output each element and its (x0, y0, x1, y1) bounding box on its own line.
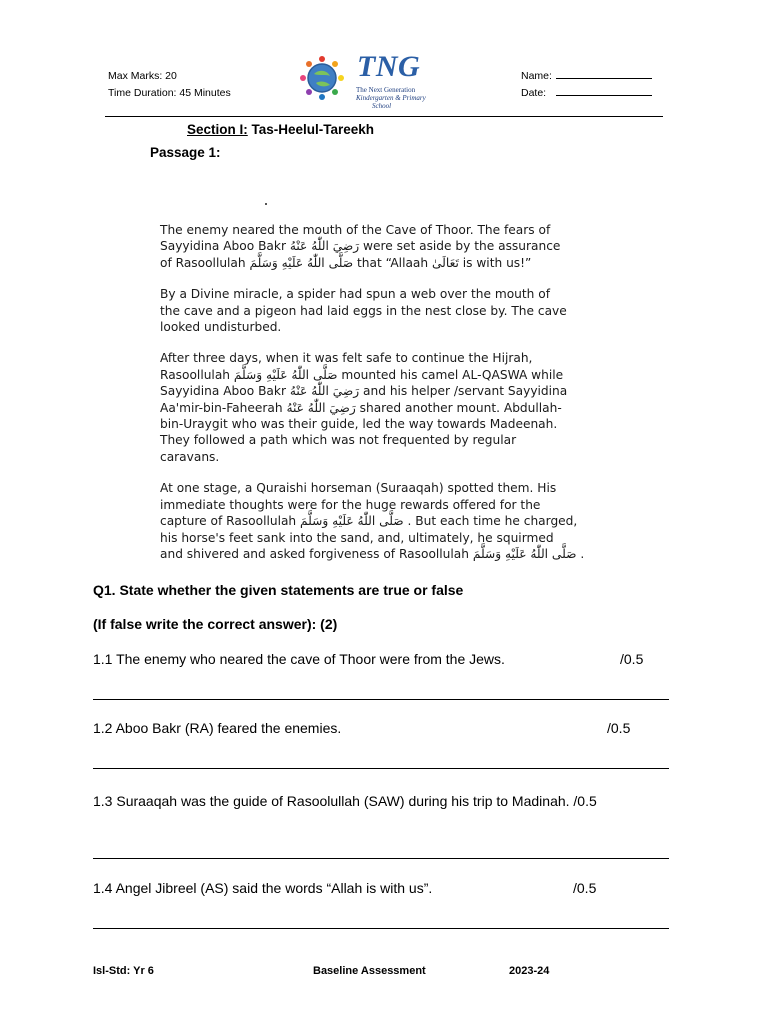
statement-1-3-marks: /0.5 (573, 793, 597, 809)
statement-1-1: 1.1 The enemy who neared the cave of Thoor were from the Jews. (93, 651, 505, 667)
max-marks: Max Marks: 20 (108, 70, 177, 82)
statement-1-4: 1.4 Angel Jibreel (AS) said the words “Allah is with us”. (93, 880, 433, 896)
question-1-title: Q1. State whether the given statements are true or false (93, 582, 464, 598)
statement-1-4-marks: /0.5 (573, 880, 597, 896)
passage-paragraph: By a Divine miracle, a spider had spun a web over the mouth of the cave and a pigeon had laid eggs in the nest close by. The cave looked undisturbed. (160, 287, 567, 335)
footer-subject: Isl-Std: Yr 6 (93, 965, 154, 977)
scan-speck (265, 203, 267, 205)
section-prefix: Section I: (187, 122, 248, 137)
time-duration: Time Duration: 45 Minutes (108, 87, 231, 99)
date-field[interactable] (521, 85, 652, 102)
answer-line-1-3[interactable] (93, 858, 669, 859)
footer-assessment: Baseline Assessment (313, 965, 426, 977)
answer-line-1-4[interactable] (93, 928, 669, 929)
name-blank[interactable] (556, 68, 652, 79)
section-title (187, 122, 374, 137)
question-1-instruction: (If false write the correct answer): (2) (93, 616, 338, 632)
logo-wordmark: TNG (357, 50, 421, 83)
statement-1-2-marks: /0.5 (607, 720, 631, 736)
name-label: Name: (521, 70, 552, 82)
statement-1-1-marks: /0.5 (620, 651, 644, 667)
passage-paragraph: The enemy neared the mouth of the Cave of Thoor. The fears of Sayyidina Aboo Bakr رَضِيَ اللّٰهُ عَنْهُ were set aside by the assurance of Rasoollulah صَلَّى اللّٰهُ عَلَيْهِ وَسَلَّمَ that “Allaah تَعَالَىٰ is with us!” (160, 223, 561, 270)
date-label: Date: (521, 87, 547, 99)
answer-line-1-2[interactable] (93, 768, 669, 769)
passage-text (160, 222, 590, 577)
header-divider (105, 116, 663, 117)
date-blank[interactable] (556, 85, 652, 96)
answer-line-1-1[interactable] (93, 699, 669, 700)
passage-paragraph: After three days, when it was felt safe to continue the Hijrah, Rasoollulah صَلَّى اللّٰهُ عَلَيْهِ وَسَلَّمَ mounted his camel AL-QASWA while Sayyidina Aboo Bakr رَضِيَ اللّٰهُ عَنْهُ and his helper /servant Sayyidina Aa'mir-bin-Faheerah رَضِيَ اللّٰهُ عَنْهُ shared another mount. Abdullah- bin-Uraygit who was their guide, led the way towards Madeenah. They followed a path which was not frequented by regular caravans. (160, 351, 568, 464)
logo-subtitle: The Next Generation Kindergarten & Primary School (356, 86, 426, 110)
name-field[interactable] (521, 68, 652, 85)
statement-1-3 (93, 790, 673, 812)
passage-label: Passage 1: (150, 145, 221, 160)
statement-1-3-text: 1.3 Suraaqah was the guide of Rasoolullah (SAW) during his trip to Madinah. (93, 793, 570, 809)
statement-1-2: 1.2 Aboo Bakr (RA) feared the enemies. (93, 720, 342, 736)
section-name: Tas-Heelul-Tareekh (247, 122, 375, 137)
footer-year: 2023-24 (509, 965, 550, 977)
exam-meta (108, 68, 231, 102)
passage-paragraph: At one stage, a Quraishi horseman (Suraaqah) spotted them. His immediate thoughts were for the huge rewards offered for the capture of Rasoollulah صَلَّى اللّٰهُ عَلَيْهِ وَسَلَّمَ . But each time he charged, his horse's feet sank into the sand, and, ultimately, he squirmed and shivered and asked forgiveness of Rasoollulah صَلَّى اللّٰهُ عَلَيْهِ وَسَلَّمَ . (160, 481, 585, 561)
student-fields (521, 68, 652, 102)
